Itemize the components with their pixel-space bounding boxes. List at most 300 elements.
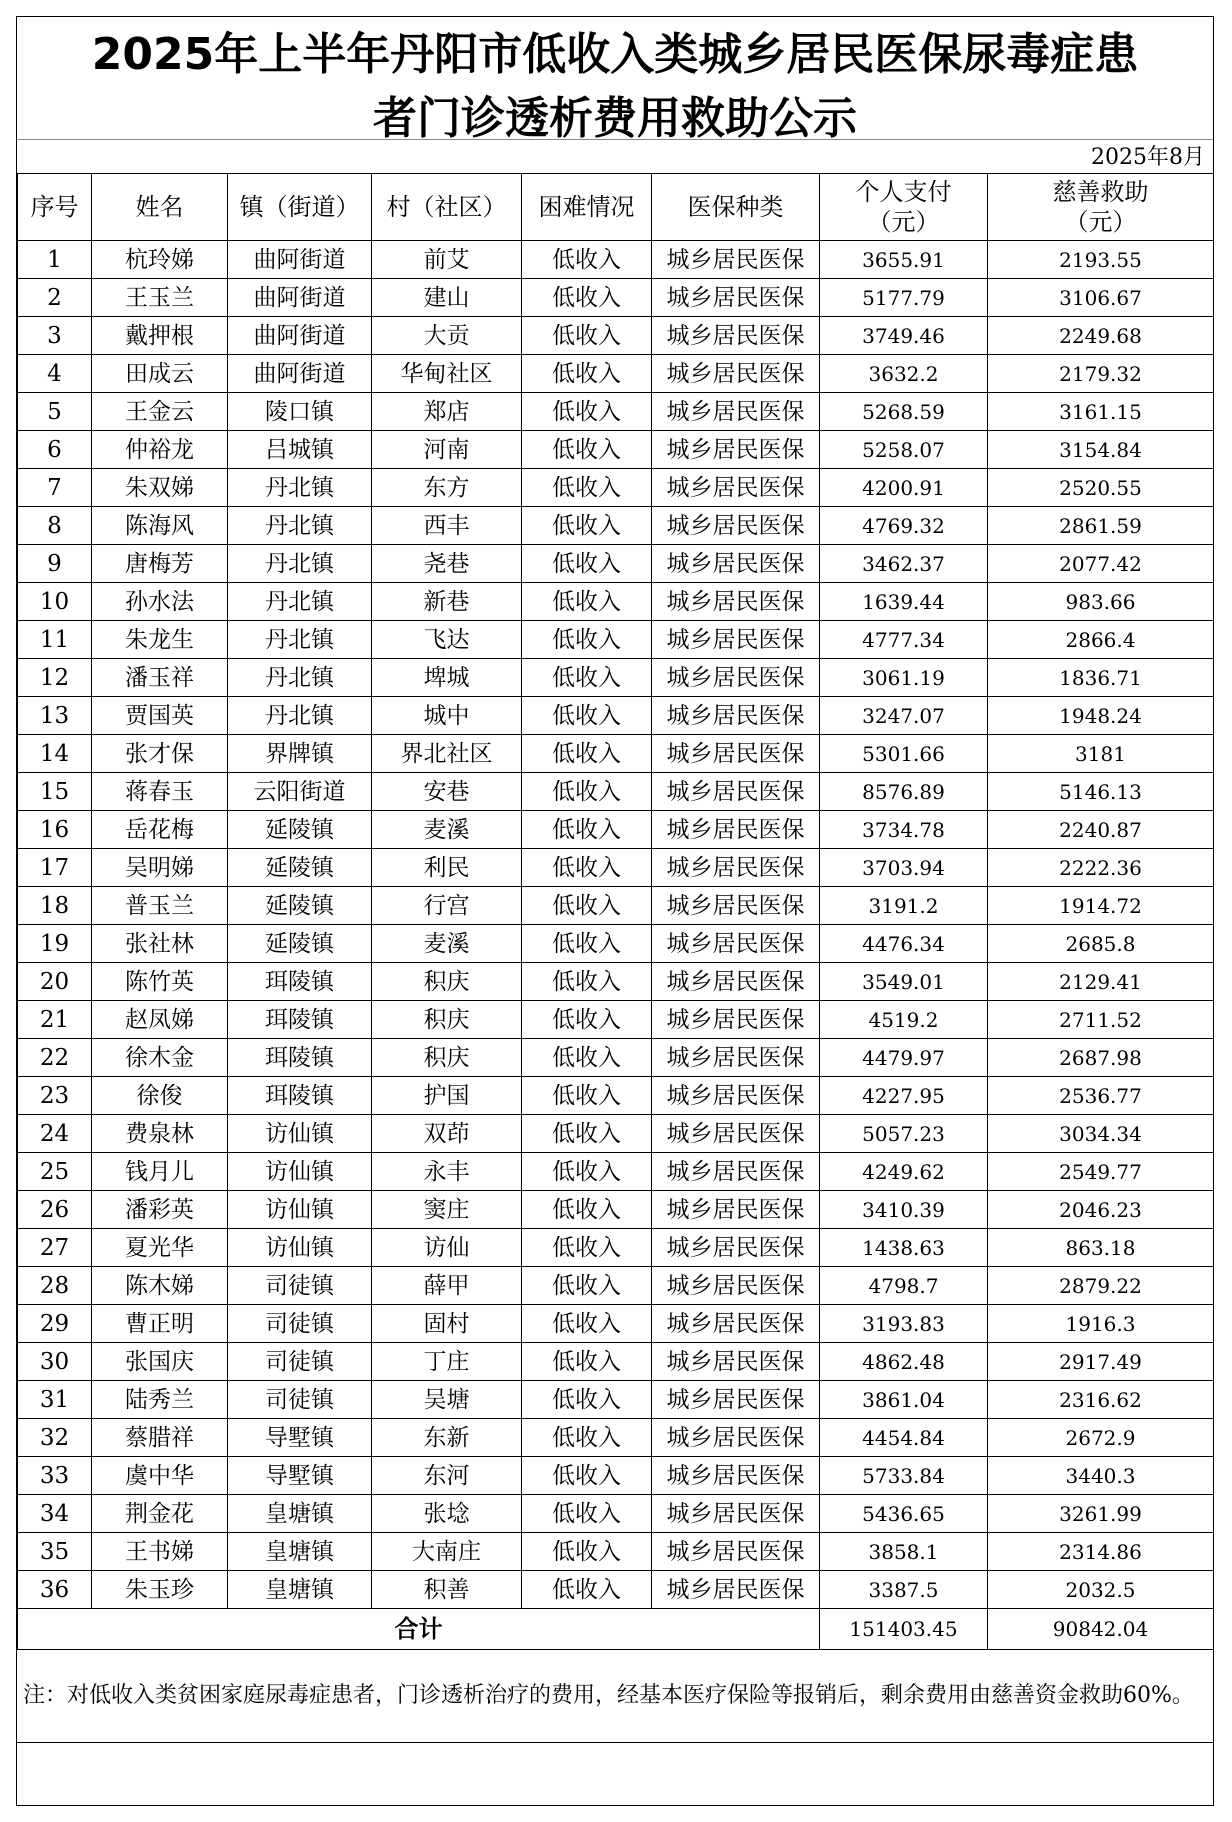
cell-difficulty: 低收入 xyxy=(522,1001,652,1039)
cell-village: 华甸社区 xyxy=(372,355,522,393)
cell-town: 丹北镇 xyxy=(228,469,372,507)
table-row xyxy=(18,773,1214,811)
cell-no: 8 xyxy=(18,507,92,545)
cell-insurance: 城乡居民医保 xyxy=(652,1457,820,1495)
cell-personal-pay: 3861.04 xyxy=(820,1381,988,1419)
table-row xyxy=(18,1229,1214,1267)
cell-name: 费泉林 xyxy=(92,1115,228,1153)
cell-village: 张埝 xyxy=(372,1495,522,1533)
table-row xyxy=(18,1153,1214,1191)
cell-personal-pay: 4227.95 xyxy=(820,1077,988,1115)
table-row xyxy=(18,583,1214,621)
cell-difficulty: 低收入 xyxy=(522,355,652,393)
cell-insurance: 城乡居民医保 xyxy=(652,1419,820,1457)
header-charity-aid-line1: 慈善救助 xyxy=(1052,178,1149,206)
header-difficulty: 困难情况 xyxy=(522,174,652,241)
cell-personal-pay: 5177.79 xyxy=(820,279,988,317)
table-row xyxy=(18,279,1214,317)
cell-charity-aid: 3261.99 xyxy=(988,1495,1214,1533)
cell-charity-aid: 2685.8 xyxy=(988,925,1214,963)
cell-name: 唐梅芳 xyxy=(92,545,228,583)
table-row xyxy=(18,1115,1214,1153)
cell-town: 丹北镇 xyxy=(228,621,372,659)
cell-town: 曲阿街道 xyxy=(228,279,372,317)
table-row xyxy=(18,659,1214,697)
cell-insurance: 城乡居民医保 xyxy=(652,697,820,735)
cell-personal-pay: 3858.1 xyxy=(820,1533,988,1571)
cell-personal-pay: 3749.46 xyxy=(820,317,988,355)
cell-town: 访仙镇 xyxy=(228,1153,372,1191)
cell-insurance: 城乡居民医保 xyxy=(652,393,820,431)
cell-no: 29 xyxy=(18,1305,92,1343)
cell-personal-pay: 4777.34 xyxy=(820,621,988,659)
cell-personal-pay: 4862.48 xyxy=(820,1343,988,1381)
cell-charity-aid: 5146.13 xyxy=(988,773,1214,811)
cell-charity-aid: 2536.77 xyxy=(988,1077,1214,1115)
cell-personal-pay: 5301.66 xyxy=(820,735,988,773)
cell-charity-aid: 2046.23 xyxy=(988,1191,1214,1229)
cell-no: 13 xyxy=(18,697,92,735)
cell-insurance: 城乡居民医保 xyxy=(652,849,820,887)
table-row xyxy=(18,241,1214,279)
cell-name: 虞中华 xyxy=(92,1457,228,1495)
cell-no: 22 xyxy=(18,1039,92,1077)
cell-personal-pay: 5733.84 xyxy=(820,1457,988,1495)
cell-no: 33 xyxy=(18,1457,92,1495)
table-row xyxy=(18,507,1214,545)
cell-charity-aid: 3154.84 xyxy=(988,431,1214,469)
cell-village: 埤城 xyxy=(372,659,522,697)
divider xyxy=(17,139,1213,140)
cell-charity-aid: 2249.68 xyxy=(988,317,1214,355)
table-row xyxy=(18,317,1214,355)
cell-village: 城中 xyxy=(372,697,522,735)
header-personal-pay xyxy=(820,174,988,241)
cell-personal-pay: 4200.91 xyxy=(820,469,988,507)
cell-village: 东方 xyxy=(372,469,522,507)
cell-town: 访仙镇 xyxy=(228,1191,372,1229)
cell-village: 大贡 xyxy=(372,317,522,355)
cell-personal-pay: 4479.97 xyxy=(820,1039,988,1077)
cell-name: 张国庆 xyxy=(92,1343,228,1381)
cell-difficulty: 低收入 xyxy=(522,279,652,317)
cell-town: 陵口镇 xyxy=(228,393,372,431)
cell-difficulty: 低收入 xyxy=(522,545,652,583)
cell-personal-pay: 4476.34 xyxy=(820,925,988,963)
cell-insurance: 城乡居民医保 xyxy=(652,735,820,773)
cell-difficulty: 低收入 xyxy=(522,1229,652,1267)
cell-no: 23 xyxy=(18,1077,92,1115)
cell-charity-aid: 1948.24 xyxy=(988,697,1214,735)
cell-personal-pay: 4454.84 xyxy=(820,1419,988,1457)
cell-charity-aid: 2711.52 xyxy=(988,1001,1214,1039)
cell-town: 珥陵镇 xyxy=(228,1039,372,1077)
cell-charity-aid: 2032.5 xyxy=(988,1571,1214,1609)
cell-village: 河南 xyxy=(372,431,522,469)
cell-personal-pay: 5436.65 xyxy=(820,1495,988,1533)
table-row xyxy=(18,1381,1214,1419)
header-personal-pay-line1: 个人支付 xyxy=(855,178,952,206)
cell-village: 郑店 xyxy=(372,393,522,431)
cell-insurance: 城乡居民医保 xyxy=(652,469,820,507)
divider xyxy=(17,1742,1213,1743)
header-town: 镇（街道） xyxy=(228,174,372,241)
cell-difficulty: 低收入 xyxy=(522,1343,652,1381)
cell-charity-aid: 2129.41 xyxy=(988,963,1214,1001)
cell-no: 11 xyxy=(18,621,92,659)
title-line-1: 2025年上半年丹阳市低收入类城乡居民医保尿毒症患 xyxy=(91,29,1139,80)
table-row xyxy=(18,925,1214,963)
cell-charity-aid: 2861.59 xyxy=(988,507,1214,545)
cell-town: 曲阿街道 xyxy=(228,241,372,279)
table-row xyxy=(18,469,1214,507)
cell-no: 21 xyxy=(18,1001,92,1039)
cell-name: 张才保 xyxy=(92,735,228,773)
cell-village: 吴塘 xyxy=(372,1381,522,1419)
cell-name: 徐木金 xyxy=(92,1039,228,1077)
cell-insurance: 城乡居民医保 xyxy=(652,1191,820,1229)
cell-town: 皇塘镇 xyxy=(228,1495,372,1533)
cell-insurance: 城乡居民医保 xyxy=(652,1571,820,1609)
cell-town: 吕城镇 xyxy=(228,431,372,469)
cell-name: 陈木娣 xyxy=(92,1267,228,1305)
cell-name: 潘玉祥 xyxy=(92,659,228,697)
cell-difficulty: 低收入 xyxy=(522,431,652,469)
total-personal-pay: 151403.45 xyxy=(820,1609,988,1650)
cell-no: 31 xyxy=(18,1381,92,1419)
cell-insurance: 城乡居民医保 xyxy=(652,241,820,279)
cell-insurance: 城乡居民医保 xyxy=(652,1153,820,1191)
cell-village: 西丰 xyxy=(372,507,522,545)
cell-name: 陈海风 xyxy=(92,507,228,545)
cell-personal-pay: 3193.83 xyxy=(820,1305,988,1343)
cell-charity-aid: 1836.71 xyxy=(988,659,1214,697)
cell-difficulty: 低收入 xyxy=(522,393,652,431)
cell-charity-aid: 2314.86 xyxy=(988,1533,1214,1571)
cell-no: 18 xyxy=(18,887,92,925)
cell-no: 19 xyxy=(18,925,92,963)
cell-town: 丹北镇 xyxy=(228,545,372,583)
table-row xyxy=(18,887,1214,925)
cell-town: 司徒镇 xyxy=(228,1343,372,1381)
cell-charity-aid: 2316.62 xyxy=(988,1381,1214,1419)
publish-date: 2025年8月 xyxy=(1091,145,1205,170)
cell-difficulty: 低收入 xyxy=(522,1039,652,1077)
aid-table xyxy=(17,173,1214,1650)
cell-village: 新巷 xyxy=(372,583,522,621)
cell-charity-aid: 3034.34 xyxy=(988,1115,1214,1153)
cell-personal-pay: 5268.59 xyxy=(820,393,988,431)
cell-no: 3 xyxy=(18,317,92,355)
cell-insurance: 城乡居民医保 xyxy=(652,1115,820,1153)
cell-village: 积善 xyxy=(372,1571,522,1609)
cell-charity-aid: 3106.67 xyxy=(988,279,1214,317)
cell-name: 赵凤娣 xyxy=(92,1001,228,1039)
cell-name: 曹正明 xyxy=(92,1305,228,1343)
cell-no: 25 xyxy=(18,1153,92,1191)
cell-insurance: 城乡居民医保 xyxy=(652,507,820,545)
cell-insurance: 城乡居民医保 xyxy=(652,583,820,621)
cell-no: 20 xyxy=(18,963,92,1001)
table-row xyxy=(18,545,1214,583)
table-body xyxy=(18,241,1214,1609)
table-row xyxy=(18,697,1214,735)
table-row xyxy=(18,1343,1214,1381)
cell-town: 珥陵镇 xyxy=(228,1001,372,1039)
cell-insurance: 城乡居民医保 xyxy=(652,1343,820,1381)
cell-insurance: 城乡居民医保 xyxy=(652,659,820,697)
cell-charity-aid: 3181 xyxy=(988,735,1214,773)
cell-village: 窦庄 xyxy=(372,1191,522,1229)
table-row xyxy=(18,1533,1214,1571)
cell-insurance: 城乡居民医保 xyxy=(652,545,820,583)
cell-insurance: 城乡居民医保 xyxy=(652,1077,820,1115)
cell-town: 司徒镇 xyxy=(228,1381,372,1419)
cell-insurance: 城乡居民医保 xyxy=(652,1039,820,1077)
cell-village: 大南庄 xyxy=(372,1533,522,1571)
table-header-row xyxy=(18,174,1214,241)
cell-charity-aid: 983.66 xyxy=(988,583,1214,621)
cell-town: 丹北镇 xyxy=(228,659,372,697)
cell-no: 27 xyxy=(18,1229,92,1267)
cell-personal-pay: 5057.23 xyxy=(820,1115,988,1153)
cell-difficulty: 低收入 xyxy=(522,659,652,697)
cell-charity-aid: 1914.72 xyxy=(988,887,1214,925)
cell-town: 界牌镇 xyxy=(228,735,372,773)
cell-no: 9 xyxy=(18,545,92,583)
cell-town: 皇塘镇 xyxy=(228,1533,372,1571)
cell-difficulty: 低收入 xyxy=(522,1381,652,1419)
cell-insurance: 城乡居民医保 xyxy=(652,1495,820,1533)
cell-no: 12 xyxy=(18,659,92,697)
cell-personal-pay: 1438.63 xyxy=(820,1229,988,1267)
cell-name: 夏光华 xyxy=(92,1229,228,1267)
cell-difficulty: 低收入 xyxy=(522,1457,652,1495)
cell-charity-aid: 2687.98 xyxy=(988,1039,1214,1077)
cell-difficulty: 低收入 xyxy=(522,1533,652,1571)
header-personal-pay-line2: （元） xyxy=(867,208,940,236)
cell-name: 朱龙生 xyxy=(92,621,228,659)
cell-town: 导墅镇 xyxy=(228,1457,372,1495)
cell-insurance: 城乡居民医保 xyxy=(652,279,820,317)
table-row xyxy=(18,1457,1214,1495)
table-row xyxy=(18,811,1214,849)
header-insurance: 医保种类 xyxy=(652,174,820,241)
cell-name: 普玉兰 xyxy=(92,887,228,925)
cell-name: 陆秀兰 xyxy=(92,1381,228,1419)
cell-name: 蔡腊祥 xyxy=(92,1419,228,1457)
cell-town: 丹北镇 xyxy=(228,507,372,545)
cell-village: 麦溪 xyxy=(372,925,522,963)
cell-personal-pay: 3655.91 xyxy=(820,241,988,279)
cell-difficulty: 低收入 xyxy=(522,887,652,925)
cell-name: 吴明娣 xyxy=(92,849,228,887)
title-line-2: 者门诊透析费用救助公示 xyxy=(373,93,857,144)
cell-name: 田成云 xyxy=(92,355,228,393)
cell-no: 10 xyxy=(18,583,92,621)
cell-village: 前艾 xyxy=(372,241,522,279)
cell-town: 导墅镇 xyxy=(228,1419,372,1457)
footnote: 注：对低收入类贫困家庭尿毒症患者，门诊透析治疗的费用，经基本医疗保险等报销后，剩余费用由慈善资金救助60%。 xyxy=(23,1683,1194,1708)
cell-insurance: 城乡居民医保 xyxy=(652,431,820,469)
table-row xyxy=(18,1077,1214,1115)
cell-name: 潘彩英 xyxy=(92,1191,228,1229)
cell-town: 珥陵镇 xyxy=(228,1077,372,1115)
cell-personal-pay: 4769.32 xyxy=(820,507,988,545)
cell-village: 积庆 xyxy=(372,963,522,1001)
cell-difficulty: 低收入 xyxy=(522,1153,652,1191)
cell-personal-pay: 4249.62 xyxy=(820,1153,988,1191)
cell-difficulty: 低收入 xyxy=(522,1267,652,1305)
cell-village: 护国 xyxy=(372,1077,522,1115)
cell-difficulty: 低收入 xyxy=(522,241,652,279)
cell-name: 贾国英 xyxy=(92,697,228,735)
cell-village: 安巷 xyxy=(372,773,522,811)
cell-charity-aid: 2549.77 xyxy=(988,1153,1214,1191)
cell-name: 荆金花 xyxy=(92,1495,228,1533)
cell-insurance: 城乡居民医保 xyxy=(652,1305,820,1343)
cell-personal-pay: 3632.2 xyxy=(820,355,988,393)
cell-difficulty: 低收入 xyxy=(522,811,652,849)
cell-difficulty: 低收入 xyxy=(522,1191,652,1229)
cell-charity-aid: 2193.55 xyxy=(988,241,1214,279)
cell-town: 皇塘镇 xyxy=(228,1571,372,1609)
cell-name: 王书娣 xyxy=(92,1533,228,1571)
cell-name: 朱玉珍 xyxy=(92,1571,228,1609)
cell-no: 7 xyxy=(18,469,92,507)
cell-name: 蒋春玉 xyxy=(92,773,228,811)
cell-difficulty: 低收入 xyxy=(522,317,652,355)
cell-village: 薛甲 xyxy=(372,1267,522,1305)
cell-no: 26 xyxy=(18,1191,92,1229)
cell-difficulty: 低收入 xyxy=(522,1495,652,1533)
cell-charity-aid: 2866.4 xyxy=(988,621,1214,659)
table-row xyxy=(18,1267,1214,1305)
cell-name: 王玉兰 xyxy=(92,279,228,317)
cell-name: 戴押根 xyxy=(92,317,228,355)
cell-no: 34 xyxy=(18,1495,92,1533)
cell-village: 积庆 xyxy=(372,1039,522,1077)
header-charity-aid xyxy=(988,174,1214,241)
cell-difficulty: 低收入 xyxy=(522,621,652,659)
cell-town: 司徒镇 xyxy=(228,1305,372,1343)
cell-name: 徐俊 xyxy=(92,1077,228,1115)
table-row xyxy=(18,355,1214,393)
header-no: 序号 xyxy=(18,174,92,241)
cell-difficulty: 低收入 xyxy=(522,1419,652,1457)
cell-personal-pay: 3462.37 xyxy=(820,545,988,583)
cell-difficulty: 低收入 xyxy=(522,697,652,735)
cell-village: 尧巷 xyxy=(372,545,522,583)
cell-name: 岳花梅 xyxy=(92,811,228,849)
cell-town: 丹北镇 xyxy=(228,583,372,621)
cell-insurance: 城乡居民医保 xyxy=(652,773,820,811)
header-village: 村（社区） xyxy=(372,174,522,241)
cell-no: 16 xyxy=(18,811,92,849)
cell-no: 28 xyxy=(18,1267,92,1305)
cell-charity-aid: 2917.49 xyxy=(988,1343,1214,1381)
cell-difficulty: 低收入 xyxy=(522,507,652,545)
cell-village: 利民 xyxy=(372,849,522,887)
cell-no: 32 xyxy=(18,1419,92,1457)
cell-charity-aid: 2520.55 xyxy=(988,469,1214,507)
cell-no: 2 xyxy=(18,279,92,317)
cell-name: 陈竹英 xyxy=(92,963,228,1001)
cell-village: 东新 xyxy=(372,1419,522,1457)
cell-difficulty: 低收入 xyxy=(522,1305,652,1343)
table-row xyxy=(18,849,1214,887)
cell-charity-aid: 863.18 xyxy=(988,1229,1214,1267)
cell-village: 访仙 xyxy=(372,1229,522,1267)
cell-charity-aid: 3161.15 xyxy=(988,393,1214,431)
document-sheet xyxy=(16,16,1214,1806)
cell-personal-pay: 5258.07 xyxy=(820,431,988,469)
table-row xyxy=(18,1039,1214,1077)
cell-town: 丹北镇 xyxy=(228,697,372,735)
cell-no: 4 xyxy=(18,355,92,393)
cell-charity-aid: 2222.36 xyxy=(988,849,1214,887)
cell-village: 麦溪 xyxy=(372,811,522,849)
cell-difficulty: 低收入 xyxy=(522,1077,652,1115)
cell-no: 15 xyxy=(18,773,92,811)
cell-town: 珥陵镇 xyxy=(228,963,372,1001)
total-label: 合计 xyxy=(18,1609,820,1650)
cell-name: 孙水法 xyxy=(92,583,228,621)
cell-insurance: 城乡居民医保 xyxy=(652,925,820,963)
cell-village: 飞达 xyxy=(372,621,522,659)
table-row xyxy=(18,1495,1214,1533)
cell-difficulty: 低收入 xyxy=(522,1115,652,1153)
table-row xyxy=(18,963,1214,1001)
cell-insurance: 城乡居民医保 xyxy=(652,355,820,393)
cell-town: 延陵镇 xyxy=(228,887,372,925)
table-row xyxy=(18,621,1214,659)
cell-no: 17 xyxy=(18,849,92,887)
cell-town: 访仙镇 xyxy=(228,1115,372,1153)
cell-town: 曲阿街道 xyxy=(228,355,372,393)
cell-no: 30 xyxy=(18,1343,92,1381)
cell-insurance: 城乡居民医保 xyxy=(652,1229,820,1267)
cell-personal-pay: 3734.78 xyxy=(820,811,988,849)
total-charity-aid: 90842.04 xyxy=(988,1609,1214,1650)
cell-town: 延陵镇 xyxy=(228,925,372,963)
cell-name: 杭玲娣 xyxy=(92,241,228,279)
cell-charity-aid: 2879.22 xyxy=(988,1267,1214,1305)
cell-village: 积庆 xyxy=(372,1001,522,1039)
cell-village: 东河 xyxy=(372,1457,522,1495)
table-row xyxy=(18,393,1214,431)
table-row xyxy=(18,1001,1214,1039)
header-charity-aid-line2: （元） xyxy=(1064,208,1137,236)
cell-insurance: 城乡居民医保 xyxy=(652,317,820,355)
cell-difficulty: 低收入 xyxy=(522,849,652,887)
cell-insurance: 城乡居民医保 xyxy=(652,963,820,1001)
cell-insurance: 城乡居民医保 xyxy=(652,1533,820,1571)
cell-name: 王金云 xyxy=(92,393,228,431)
cell-town: 访仙镇 xyxy=(228,1229,372,1267)
header-name: 姓名 xyxy=(92,174,228,241)
cell-town: 延陵镇 xyxy=(228,849,372,887)
cell-no: 14 xyxy=(18,735,92,773)
total-row xyxy=(18,1609,1214,1650)
cell-no: 36 xyxy=(18,1571,92,1609)
cell-charity-aid: 2077.42 xyxy=(988,545,1214,583)
table-row xyxy=(18,1305,1214,1343)
cell-personal-pay: 3410.39 xyxy=(820,1191,988,1229)
cell-personal-pay: 1639.44 xyxy=(820,583,988,621)
page-title xyxy=(17,23,1213,151)
cell-personal-pay: 3247.07 xyxy=(820,697,988,735)
